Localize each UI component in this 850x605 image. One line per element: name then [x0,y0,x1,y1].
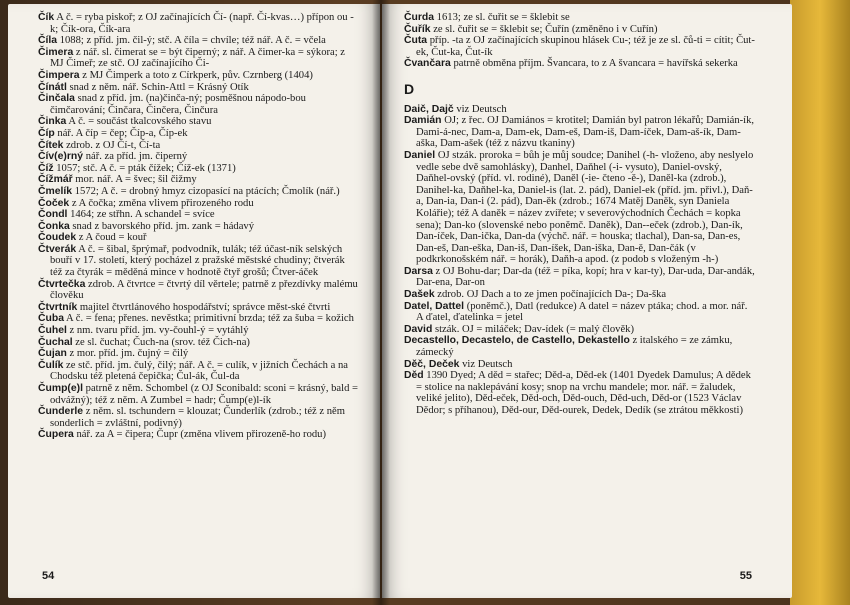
dictionary-entry [404,335,756,358]
entry-text: z italského = ze zámku, zámecký [416,335,733,359]
entry-headword: Čimpera [38,69,80,81]
entry-text: patrně z něm. Schombel (z OJ Sconibald: sconi = krásný, bald = odvážný); též z něm. A Zumbel = hadr; Čump(e)l-ík [50,383,358,406]
entry-text: ze stč. příd. jm. čulý, čilý; nář. A č. = culík, v jižních Čechách a na Chodsku též pletená čepička; Čul-ák, Čul-da [50,359,348,383]
book-gutter [372,0,390,605]
entry-headword: Čondl [38,209,68,221]
entry-text: majitel čtvrtlánového hospodářství; správce měst-ské čtvrti [77,301,331,313]
dictionary-entry [404,289,756,301]
entry-text: A č. = ryba piskoř; z OJ začínajících Čí- (např. Čí-kvas…) přípon ou -k; Čík-ora, Čík-ara [50,12,354,35]
dictionary-entry [38,337,358,349]
dictionary-entry [404,266,756,289]
entry-text: snad z něm. nář. Schin-Attl = Krásný Otík [66,81,249,93]
entry-text: zdrob. OJ Dach a to ze jmen počínajících Da-; Da-ška [434,289,667,301]
dictionary-entry [38,93,358,116]
dictionary-entry [404,324,756,336]
entry-text: zdrob. A čtvrtce = čtvrtý díl věrtele; patrně z přezdívky malému člověku [50,278,358,302]
entry-text: stzák. OJ = miláček; Dav-ídek (= malý člověk) [432,323,634,335]
entry-headword: Čuta [404,35,428,47]
dictionary-entry [38,47,358,70]
entry-headword: Čtvrtník [38,301,78,313]
dictionary-entry [404,104,756,116]
section-letter: D [404,80,415,97]
entry-text: mor. nář. A = švec; šil čižmy [72,174,197,186]
entry-text: 1613; ze sl. čuřit se = šklebit se [434,12,570,23]
entry-text: 1572; A č. = drobný hmyz cizopasící na ptácích; Čmolík (nář.) [72,185,340,197]
dictionary-entry [38,209,358,221]
entry-headword: Čimera [38,46,74,58]
entry-headword: Čurda [404,12,435,23]
entry-text: nář. za příd. jm. čiperný [83,151,188,163]
entry-headword: Čmelík [38,185,73,197]
entry-headword: Čonka [38,220,70,232]
entry-headword: Čuba [38,313,64,325]
dictionary-entry [404,24,756,36]
entry-headword: Daniel [404,149,436,161]
right-page [382,4,792,598]
entry-text: patrně obměna příjm. Švancara, to z A švancara = havířská sekerka [450,58,738,70]
entry-text: A č. = součást tkalcovského stavu [66,116,212,128]
entry-text: zdrob. z OJ Čí-t, Čí-ta [63,139,161,151]
entry-text: 1057; stč. A č. = pták čížek; Číž-ek (1371) [53,162,236,174]
entry-headword: Darsa [404,265,433,277]
dictionary-entry [38,429,358,441]
entry-text: A č. = šibal, šprýmař, podvodník, tulák; též účast-ník selských bouří v 17. století, který pocházel z pražské městské chudiny; čtverák též za čtyrák = měděná mince v hodnotě čtyř grošů; Čtver-áček [50,243,345,279]
dictionary-entry [38,140,358,152]
dictionary-entry [38,70,358,82]
entry-headword: Čupera [38,429,74,441]
entry-text: snad z příd. jm. (na)činča-ný; posměšnou nápodo-bou čimčarování; Činčara, Činčera, Činčura [50,93,306,116]
dictionary-entry [38,186,358,198]
entry-text: ze sl. čuřit se = šklebit se; Čuřín (změněno i v Cuřín) [430,23,658,35]
dictionary-entry [38,313,358,325]
entry-text: 1088; z příd. jm. čil-ý; stč. A číla = chvíle; též nář. A č. = včela [57,35,326,47]
book-cover-edge [790,0,850,605]
entry-headword: Čík [38,12,55,23]
entry-headword: Činka [38,116,67,128]
entry-text: viz Deutsch [453,103,507,115]
dictionary-entry [38,221,358,233]
dictionary-entry [38,116,358,128]
entry-headword: Čuřík [404,23,431,35]
entry-text: viz Deutsch [459,358,513,370]
entry-text: ze sl. čuchat; Čuch-na (srov. též Čich-na) [72,336,250,348]
entry-text: z A čočka; změna vlivem přirozeného rodu [69,197,254,209]
dictionary-entry [404,58,756,70]
dictionary-entry [38,360,358,383]
entry-headword: Datel, Dattel [404,300,465,312]
dictionary-entry [38,151,358,163]
dictionary-entry [404,150,756,266]
entry-text: z nm. tvaru příd. jm. vy-čouhl-ý = vytáhlý [66,325,249,337]
dictionary-entry [38,128,358,140]
entry-headword: Decastello, Decastelo, de Castello, Dekastello [404,335,630,347]
dictionary-entry [38,406,358,429]
entry-headword: Čulík [38,359,64,371]
entry-headword: Čtverák [38,243,77,255]
dictionary-entry [38,12,358,35]
left-page [8,4,380,598]
dictionary-entry [38,198,358,210]
entry-text: (poněmč.), Datl (redukce) A datel = název ptáka; chod. a mor. nář. A ďatel, ďatelinka = jetel [416,300,748,324]
entry-text: z něm. sl. tschundern = klouzat; Čunderlík (zdrob.; též z něm sonderlich = zvláštní, podivný) [50,406,345,429]
dictionary-entry [38,82,358,94]
entry-headword: Čív(e)rný [38,151,84,163]
entry-headword: Činčala [38,93,75,105]
entry-headword: Čuchal [38,336,73,348]
entry-headword: Čtvrtečka [38,278,86,290]
entry-headword: Čížmář [38,174,73,186]
entry-headword: Čoudek [38,232,77,244]
entry-text: nář. A číp = čep; Číp-a, Číp-ek [54,127,188,139]
entry-text: OJ stzák. proroka = bůh je můj soudce; Danihel (-h- vloženo, aby neslyelo vedle sebe dvě samohlásky), Danhel, Daňhel (-i- vysuto), Daniel-ovský, Daňhel-ovský (příd. vl. rodiné), Daněl (-ie- čteno -ě-), Daněl-ka (zdrob.), Danihel-ka, Daňhel-ka, Daniel-is (lat. 2. pád), Daniel-ek (příd. jm. přivl.), Daň-a, Dan-ia, Dan-i (2. pád), Dan-ěk (zdrob.; 1674 Matěj Daněk, syn Daniela Kolářie); též A daněk = název zvířete; v severovýchodních Čechách = kopka sena); Dan-ko (slovenské nebo poněmč. Daněk), Dan--eček (zdrob.), Dan-ík, Dan-íček, Dan-ička, Dan-da (výchč. nář. = houska; tlachal), Dan-sa, Dan-es, Dan-eš, Dan-eška, Dan-iš, Dan-íšek, Dan-iška, Dan-ě, Dan-čák (v podkrkonošském nář. = horák), Daňh-a apod. (z podob s vloženým -h-) [416,149,754,266]
entry-headword: Daič, Dajč [404,103,454,115]
entry-headword: Čujan [38,348,67,360]
entry-text: nář. za A = čipera; Čupr (změna vlivem přirozeně-ho rodu) [73,429,326,441]
entry-headword: Číp [38,127,55,139]
entry-text: 1390 Dyed; A děd = stařec; Děd-a, Děd-ek (1401 Dyedek Damulus; A dědek = stolice na naklepávání kosy; snop na vrchu mandele; mor. nář. = žaludek, veliké jelito), Děd-eček, Děd-och, Děd-ouch, Děd-uch, Děd-or (1523 Václav Dědor; s příhanou), Děd-our, Děd-ourek, Dedek, Dedík (se ztrátou měkkosti) [416,370,751,416]
entry-text: z mor. příd. jm. čujný = čilý [66,348,189,360]
entry-headword: David [404,323,433,335]
dictionary-entry [38,232,358,244]
entry-text: OJ; z řec. OJ Damiános = krotitel; Damián byl patron lékařů; Damián-ík, Dami-á-nec, Dam-a, Dam-ek, Dam-eš, Dam-iš, Dam-íček, Dam-aš-ík, Dam-aška, Dam-ašek (též z názvu tkaniny) [416,115,755,150]
page-number-right: 55 [739,570,752,582]
entry-headword: Čoček [38,197,70,209]
dictionary-entry [38,163,358,175]
page-number-left: 54 [42,570,55,582]
entry-headword: Čump(e)l [38,383,84,394]
dictionary-entry [404,370,756,416]
dictionary-entry [404,35,756,58]
entry-text: z OJ Bohu-dar; Dar-da (též = píka, kopí; hra v kar-ty), Dar-uda, Dar-andák, Dar-ena, Dar-on [416,265,755,289]
dictionary-entry [38,348,358,360]
dictionary-entry [38,325,358,337]
dictionary-entry [38,279,358,302]
entry-headword: Čínátl [38,81,67,93]
dictionary-entry [38,174,358,186]
entry-headword: Dašek [404,289,435,301]
dictionary-entry [404,301,756,324]
entry-headword: Čunderle [38,406,84,418]
entry-headword: Čvančara [404,58,451,70]
dictionary-entry [404,359,756,371]
entry-text: z A čoud = kouř [76,232,147,244]
entry-text: z nář. sl. čimerat se = být čiperný; z nář. A čimer-ka = sýkora; z MJ Čimeř; ze stč. OJ začínajícího Či- [50,46,346,70]
entry-text: A č. = fena; přenes. nevěstka; primitivní brzda; též za šuba = kožich [63,313,354,325]
entry-headword: Čítek [38,139,64,151]
entry-text: 1464; ze střhn. A schandel = svíce [67,209,215,221]
entry-headword: Čuhel [38,325,67,337]
dictionary-entry [38,244,358,279]
entry-text: snad z bavorského příd. jm. zank = hádavý [69,220,255,232]
dictionary-entry [38,302,358,314]
entry-headword: Děč, Deček [404,358,460,370]
dictionary-entry [404,12,756,24]
entry-headword: Damián [404,115,442,127]
entry-text: z MJ Čimperk a toto z Církperk, pův. Czrnberg (1404) [79,69,313,81]
right-entries [404,104,756,417]
entry-text: příp. -ta z OJ začínajících skupinou hlásek Cu-; též je ze sl. čů-ti = cítit; Čut-ek, Čut-ka, Čut-ík [416,35,755,58]
dictionary-entry [404,115,756,150]
dictionary-entry [38,35,358,47]
entry-headword: Číž [38,162,54,174]
right-top-entries [404,12,756,70]
dictionary-entry [38,383,358,406]
entry-headword: Děd [404,370,424,382]
left-entries [38,12,358,441]
right-column [404,12,756,417]
entry-headword: Číla [38,35,58,47]
